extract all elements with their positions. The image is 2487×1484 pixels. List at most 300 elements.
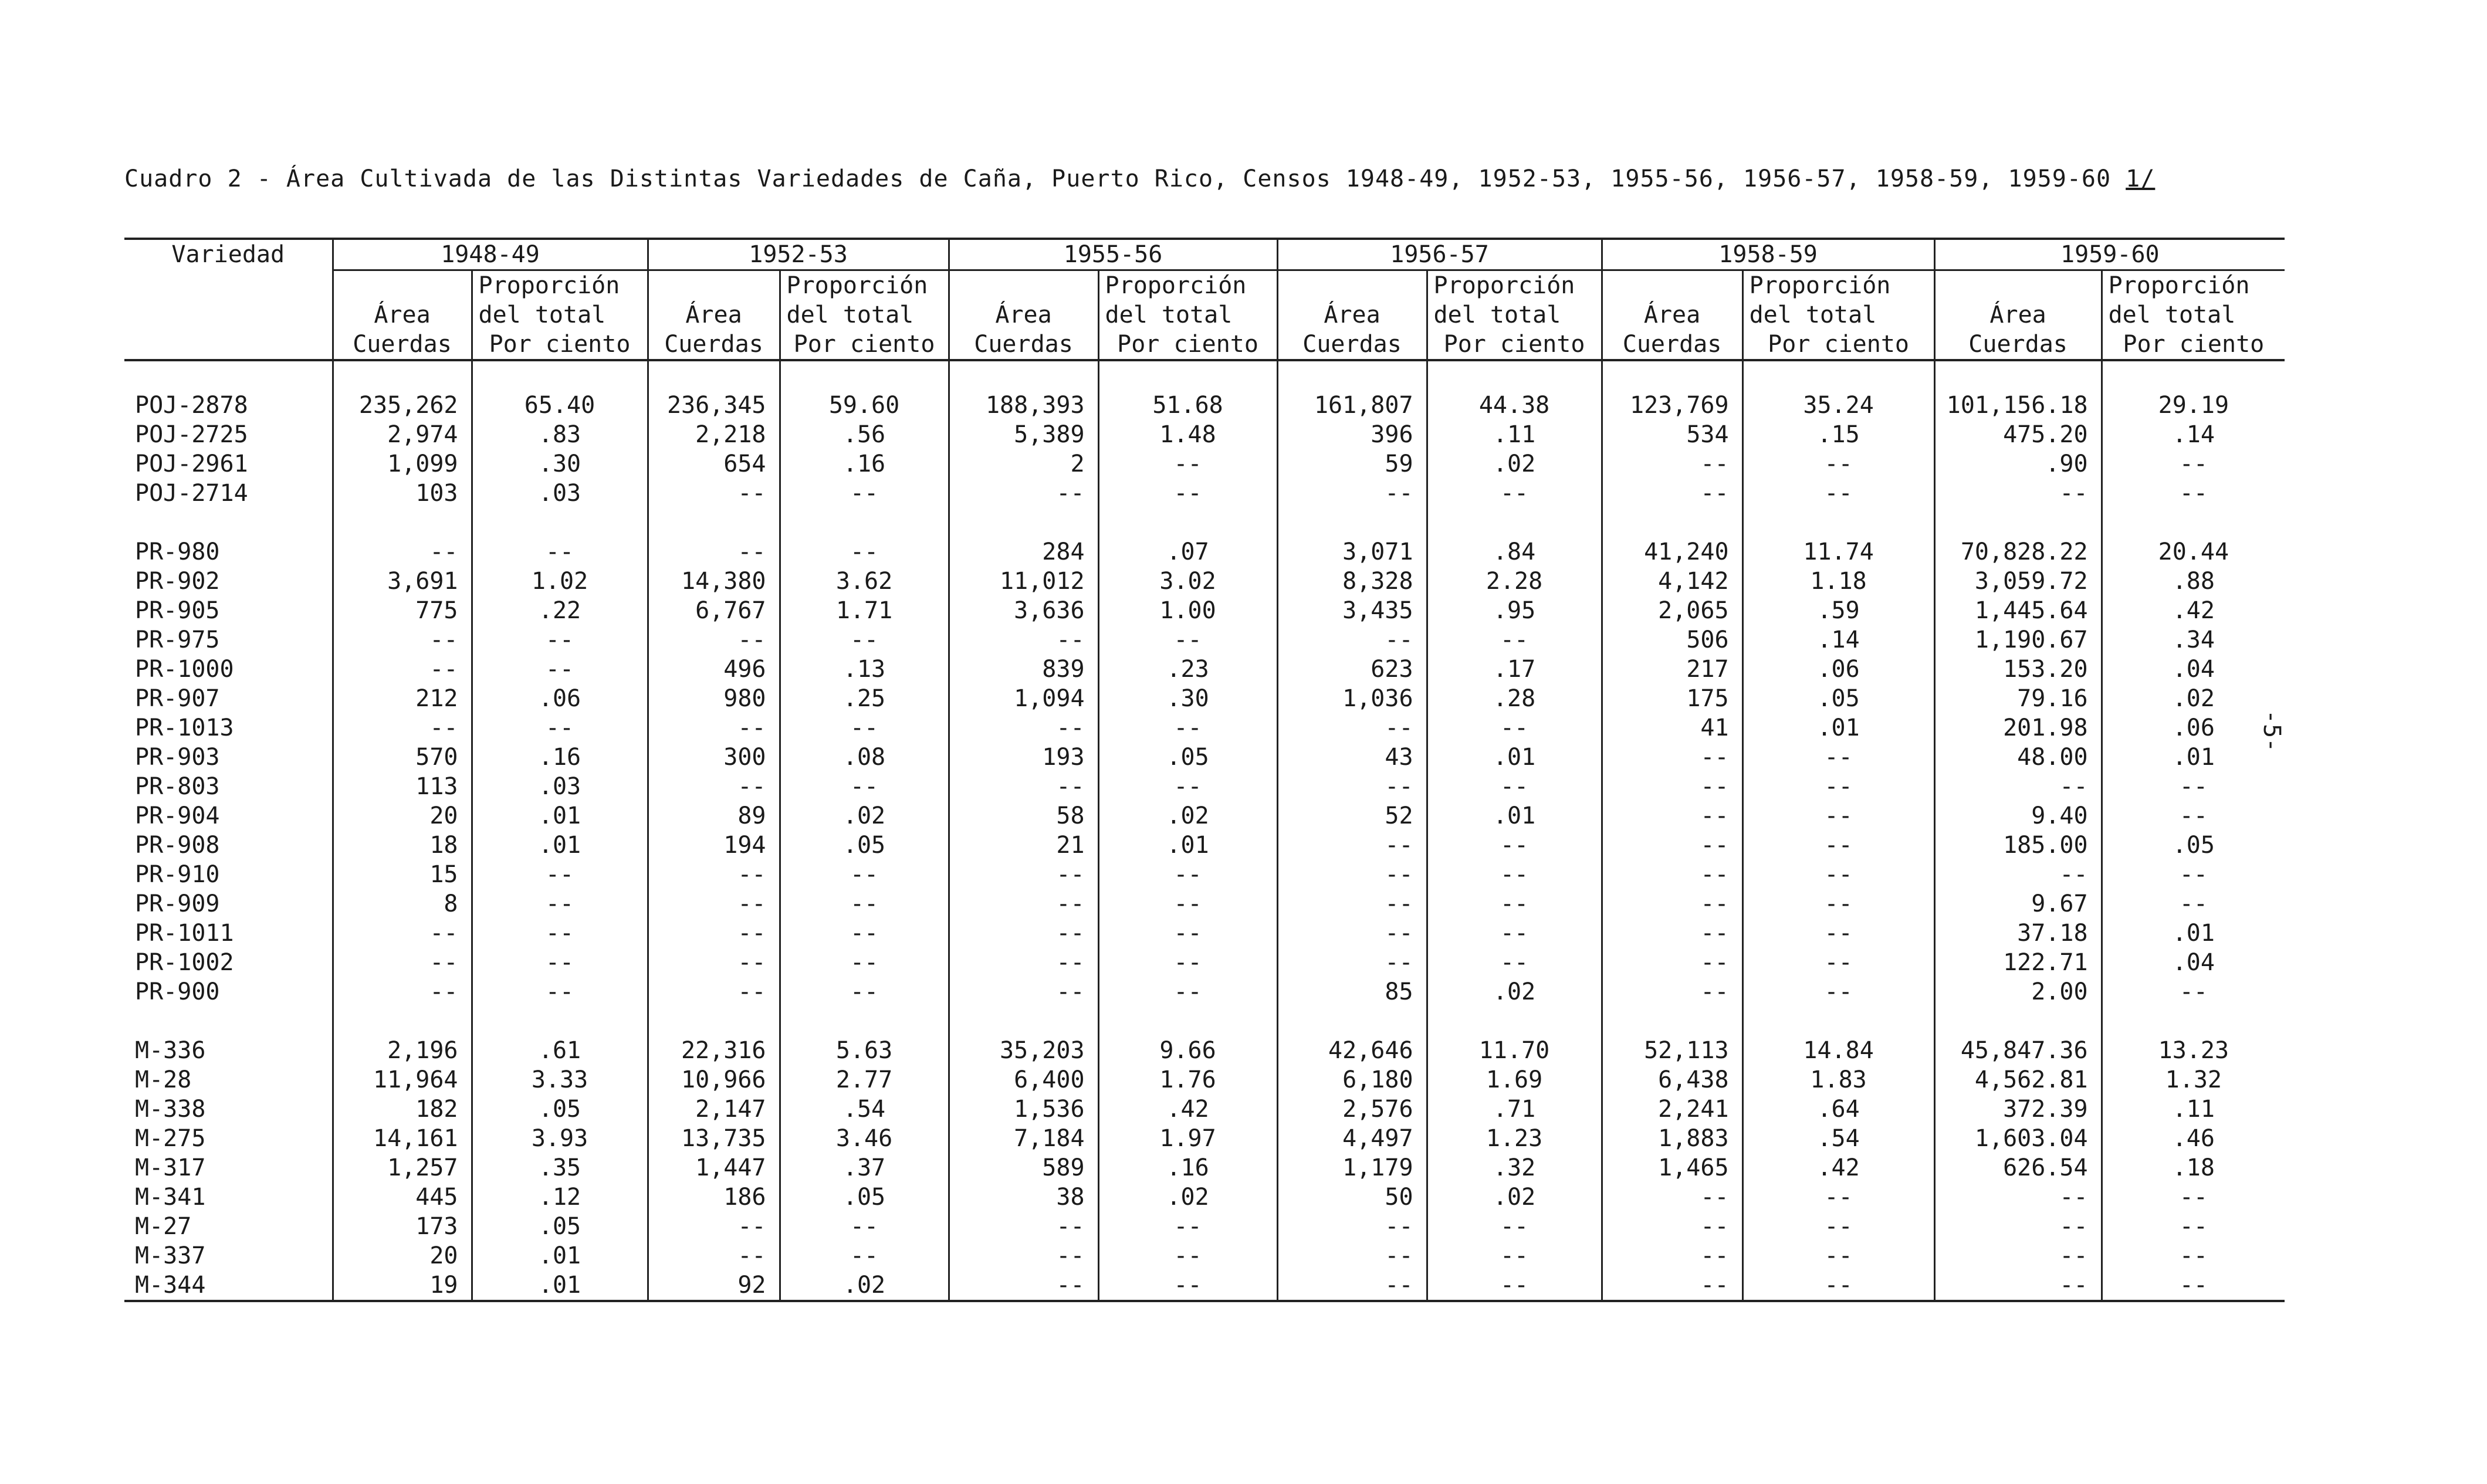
area-cell: -- [648, 713, 780, 743]
proportion-cell: -- [1742, 449, 1934, 479]
area-cell: 11,964 [333, 1065, 472, 1095]
proportion-cell: -- [2102, 479, 2285, 508]
proportion-cell: -- [472, 889, 648, 919]
area-cell: -- [1277, 625, 1427, 655]
spacer-cell [472, 360, 648, 391]
proportion-cell: .16 [1098, 1153, 1277, 1183]
spacer-cell [333, 508, 472, 537]
table-body [124, 360, 2285, 1301]
proportion-cell: -- [472, 625, 648, 655]
proportion-cell: 2.77 [780, 1065, 949, 1095]
proportion-cell: .18 [2102, 1153, 2285, 1183]
proportion-cell: -- [1742, 831, 1934, 860]
area-cell: 43 [1277, 743, 1427, 772]
proportion-cell: .06 [2102, 713, 2285, 743]
proportion-cell: 3.62 [780, 567, 949, 596]
area-cell: -- [1277, 772, 1427, 801]
proportion-cell: -- [1742, 1241, 1934, 1270]
area-cell: -- [648, 479, 780, 508]
spacer-cell [333, 1007, 472, 1036]
proportion-cell: -- [780, 919, 949, 948]
area-cell: -- [1602, 479, 1742, 508]
area-cell: -- [1934, 1183, 2102, 1212]
variety-cell: M-341 [135, 1184, 206, 1211]
proportion-header-line1: Proporción [478, 272, 620, 299]
area-cell: 3,071 [1277, 537, 1427, 567]
page-number: -5- [2258, 710, 2285, 753]
table-row [124, 1124, 2285, 1153]
proportion-cell: .12 [472, 1183, 648, 1212]
proportion-cell: 3.33 [472, 1065, 648, 1095]
proportion-cell: -- [472, 860, 648, 889]
proportion-cell: .15 [1742, 420, 1934, 449]
area-cell: 1,257 [333, 1153, 472, 1183]
proportion-cell: .25 [780, 684, 949, 713]
area-cell: 626.54 [1934, 1153, 2102, 1183]
area-cell: 1,536 [949, 1095, 1098, 1124]
proportion-cell: -- [780, 977, 949, 1007]
year-header: 1956-57 [1277, 239, 1602, 270]
proportion-cell: -- [1427, 919, 1602, 948]
proportion-cell: -- [1742, 948, 1934, 977]
proportion-cell: -- [1098, 948, 1277, 977]
proportion-header-line1: Proporción [2108, 272, 2250, 299]
table-row [124, 567, 2285, 596]
proportion-cell: .02 [2102, 684, 2285, 713]
area-unit-header: Cuerdas [1934, 330, 2102, 360]
proportion-cell: 1.76 [1098, 1065, 1277, 1095]
area-cell: -- [1277, 1241, 1427, 1270]
proportion-cell: -- [2102, 860, 2285, 889]
proportion-cell: -- [1098, 977, 1277, 1007]
proportion-cell: .14 [2102, 420, 2285, 449]
table-row [124, 1065, 2285, 1095]
spacer-cell [1934, 360, 2102, 391]
area-cell: 4,497 [1277, 1124, 1427, 1153]
proportion-cell: -- [1098, 1212, 1277, 1241]
table-row [124, 801, 2285, 831]
table-row [124, 537, 2285, 567]
variety-cell: M-317 [135, 1154, 206, 1181]
area-cell: 396 [1277, 420, 1427, 449]
proportion-cell: -- [2102, 449, 2285, 479]
area-cell: 372.39 [1934, 1095, 2102, 1124]
proportion-cell: -- [1427, 713, 1602, 743]
proportion-cell: -- [1098, 1241, 1277, 1270]
proportion-cell: .28 [1427, 684, 1602, 713]
area-cell: -- [1934, 860, 2102, 889]
area-cell: -- [648, 977, 780, 1007]
proportion-cell: -- [1427, 1212, 1602, 1241]
spacer-cell [1742, 360, 1934, 391]
spacer-cell [472, 1007, 648, 1036]
area-cell: 70,828.22 [1934, 537, 2102, 567]
area-cell: -- [1934, 479, 2102, 508]
area-cell: -- [333, 537, 472, 567]
variety-cell: PR-908 [135, 832, 220, 859]
proportion-cell: .03 [472, 479, 648, 508]
proportion-cell: .02 [780, 1270, 949, 1301]
proportion-cell: .84 [1427, 537, 1602, 567]
area-cell: -- [648, 1241, 780, 1270]
spacer-cell [1934, 508, 2102, 537]
proportion-cell: .14 [1742, 625, 1934, 655]
variety-cell: M-338 [135, 1096, 206, 1123]
area-cell: 14,380 [648, 567, 780, 596]
spacer-cell [1427, 360, 1602, 391]
area-cell: 11,012 [949, 567, 1098, 596]
area-cell: 22,316 [648, 1036, 780, 1065]
percent-unit-header: Por ciento [2102, 330, 2285, 360]
variety-cell: POJ-2714 [135, 480, 248, 507]
proportion-cell: -- [2102, 889, 2285, 919]
area-cell: 182 [333, 1095, 472, 1124]
area-cell: -- [949, 1241, 1098, 1270]
area-cell: 236,345 [648, 391, 780, 420]
proportion-cell: .01 [1742, 713, 1934, 743]
proportion-cell: -- [780, 860, 949, 889]
area-cell: 217 [1602, 655, 1742, 684]
proportion-cell: .11 [2102, 1095, 2285, 1124]
area-cell: 2,147 [648, 1095, 780, 1124]
area-cell: 235,262 [333, 391, 472, 420]
table-header [124, 239, 2285, 360]
variety-cell: PR-1013 [135, 714, 234, 741]
proportion-cell: .04 [2102, 655, 2285, 684]
proportion-cell: .05 [472, 1212, 648, 1241]
table-row [124, 625, 2285, 655]
percent-unit-header: Por ciento [1427, 330, 1602, 360]
area-cell: 21 [949, 831, 1098, 860]
percent-unit-header: Por ciento [780, 330, 949, 360]
table-row [124, 831, 2285, 860]
proportion-cell: 1.97 [1098, 1124, 1277, 1153]
area-cell: -- [1602, 977, 1742, 1007]
proportion-cell: -- [780, 625, 949, 655]
area-unit-header: Cuerdas [949, 330, 1098, 360]
proportion-cell: 1.83 [1742, 1065, 1934, 1095]
area-cell: 50 [1277, 1183, 1427, 1212]
proportion-header-line1: Proporción [1433, 272, 1575, 299]
variety-cell: PR-900 [135, 978, 220, 1005]
proportion-cell: 9.66 [1098, 1036, 1277, 1065]
footnote-reference: 1/ [2126, 165, 2156, 192]
area-cell: 212 [333, 684, 472, 713]
proportion-cell: -- [1427, 479, 1602, 508]
area-cell: 2 [949, 449, 1098, 479]
area-cell: -- [1602, 860, 1742, 889]
proportion-cell: .06 [472, 684, 648, 713]
proportion-cell: .03 [472, 772, 648, 801]
proportion-cell: .95 [1427, 596, 1602, 625]
area-cell: -- [949, 977, 1098, 1007]
area-cell: -- [1934, 1270, 2102, 1301]
proportion-cell: -- [472, 919, 648, 948]
proportion-cell: -- [1098, 772, 1277, 801]
area-cell: 37.18 [1934, 919, 2102, 948]
spacer-cell [949, 508, 1098, 537]
area-cell: -- [949, 1270, 1098, 1301]
proportion-cell: .32 [1427, 1153, 1602, 1183]
proportion-cell: -- [472, 948, 648, 977]
proportion-cell: -- [2102, 772, 2285, 801]
area-cell: -- [1602, 948, 1742, 977]
table-row [124, 713, 2285, 743]
area-cell: 4,142 [1602, 567, 1742, 596]
proportion-cell: .42 [1098, 1095, 1277, 1124]
area-cell: -- [333, 919, 472, 948]
spacer-cell [1602, 1007, 1742, 1036]
area-cell: -- [333, 655, 472, 684]
variety-cell: PR-903 [135, 744, 220, 771]
area-cell: 570 [333, 743, 472, 772]
proportion-cell: 44.38 [1427, 391, 1602, 420]
proportion-cell: 1.32 [2102, 1065, 2285, 1095]
proportion-cell: -- [2102, 1183, 2285, 1212]
variety-cell: M-344 [124, 1270, 333, 1301]
table-row [124, 1241, 2285, 1270]
proportion-cell: .30 [1098, 684, 1277, 713]
proportion-cell: .02 [1098, 801, 1277, 831]
proportion-header [1098, 270, 1277, 330]
area-header: Área [333, 270, 472, 330]
area-cell: 20 [333, 801, 472, 831]
area-cell: -- [1277, 948, 1427, 977]
variety-cell: PR-1011 [135, 920, 234, 947]
proportion-cell: .22 [472, 596, 648, 625]
proportion-cell: .01 [472, 831, 648, 860]
area-cell: 6,438 [1602, 1065, 1742, 1095]
area-cell: -- [1602, 1183, 1742, 1212]
proportion-cell: -- [1742, 479, 1934, 508]
proportion-cell: -- [1427, 860, 1602, 889]
proportion-cell: 65.40 [472, 391, 648, 420]
area-cell: -- [333, 713, 472, 743]
proportion-cell: .07 [1098, 537, 1277, 567]
area-cell: 52,113 [1602, 1036, 1742, 1065]
proportion-cell: -- [1427, 1241, 1602, 1270]
spacer-cell [333, 360, 472, 391]
spacer-cell [2102, 360, 2285, 391]
area-cell: 35,203 [949, 1036, 1098, 1065]
table-row [124, 596, 2285, 625]
area-cell: -- [1934, 1241, 2102, 1270]
area-cell: -- [1602, 831, 1742, 860]
proportion-cell: .46 [2102, 1124, 2285, 1153]
area-cell: -- [949, 1212, 1098, 1241]
area-cell: 6,400 [949, 1065, 1098, 1095]
area-cell: .90 [1934, 449, 2102, 479]
proportion-cell: .17 [1427, 655, 1602, 684]
area-cell: -- [333, 948, 472, 977]
spacer-cell [1277, 508, 1427, 537]
area-cell: 153.20 [1934, 655, 2102, 684]
proportion-cell: -- [2102, 1270, 2285, 1301]
area-cell: 194 [648, 831, 780, 860]
area-cell: 38 [949, 1183, 1098, 1212]
area-cell: 2,196 [333, 1036, 472, 1065]
proportion-cell: -- [1427, 1270, 1602, 1301]
variety-unit-blank [124, 330, 333, 360]
area-cell: 9.40 [1934, 801, 2102, 831]
proportion-header [472, 270, 648, 330]
table-row [124, 420, 2285, 449]
area-cell: -- [1602, 1212, 1742, 1241]
proportion-cell: .02 [1098, 1183, 1277, 1212]
area-cell: 300 [648, 743, 780, 772]
table-row [124, 1036, 2285, 1065]
proportion-cell: .34 [2102, 625, 2285, 655]
area-cell: 980 [648, 684, 780, 713]
area-cell: 445 [333, 1183, 472, 1212]
area-cell: 52 [1277, 801, 1427, 831]
area-cell: 839 [949, 655, 1098, 684]
proportion-cell: 1.00 [1098, 596, 1277, 625]
proportion-cell: -- [780, 713, 949, 743]
area-cell: 589 [949, 1153, 1098, 1183]
spacer-cell [949, 360, 1098, 391]
table-row [124, 1153, 2285, 1183]
variety-cell: PR-909 [135, 890, 220, 917]
proportion-cell: -- [1742, 1212, 1934, 1241]
area-cell: 2.00 [1934, 977, 2102, 1007]
proportion-cell: .02 [1427, 449, 1602, 479]
proportion-cell: -- [1427, 772, 1602, 801]
proportion-cell: .30 [472, 449, 648, 479]
proportion-header-line2: del total [2108, 301, 2236, 328]
area-cell: 193 [949, 743, 1098, 772]
area-cell: -- [1277, 479, 1427, 508]
area-cell: 58 [949, 801, 1098, 831]
area-cell: -- [1602, 889, 1742, 919]
area-cell: -- [1602, 449, 1742, 479]
proportion-cell: -- [1742, 977, 1934, 1007]
area-cell: 2,576 [1277, 1095, 1427, 1124]
spacer-cell [1602, 508, 1742, 537]
variety-cell: PR-904 [135, 802, 220, 829]
proportion-header-line2: del total [786, 301, 914, 328]
area-unit-header: Cuerdas [1277, 330, 1427, 360]
area-cell: 89 [648, 801, 780, 831]
spacer-cell [1098, 360, 1277, 391]
proportion-cell: -- [780, 772, 949, 801]
proportion-cell: .56 [780, 420, 949, 449]
proportion-cell: 20.44 [2102, 537, 2285, 567]
area-cell: 9.67 [1934, 889, 2102, 919]
table-row [124, 449, 2285, 479]
area-cell: 85 [1277, 977, 1427, 1007]
proportion-cell: .05 [1742, 684, 1934, 713]
area-unit-header: Cuerdas [333, 330, 472, 360]
proportion-cell: .05 [2102, 831, 2285, 860]
proportion-cell: .02 [780, 801, 949, 831]
area-cell: 201.98 [1934, 713, 2102, 743]
table-row [124, 860, 2285, 889]
area-header: Área [1602, 270, 1742, 330]
area-cell: 496 [648, 655, 780, 684]
area-cell: 18 [333, 831, 472, 860]
spacer-cell [472, 508, 648, 537]
area-cell: -- [1602, 1270, 1742, 1301]
proportion-cell: 35.24 [1742, 391, 1934, 420]
area-cell: 1,094 [949, 684, 1098, 713]
area-cell: 623 [1277, 655, 1427, 684]
area-cell: 173 [333, 1212, 472, 1241]
proportion-header [780, 270, 949, 330]
area-cell: -- [1602, 743, 1742, 772]
area-cell: -- [648, 889, 780, 919]
area-header: Área [949, 270, 1098, 330]
area-cell: 14,161 [333, 1124, 472, 1153]
proportion-cell: .71 [1427, 1095, 1602, 1124]
proportion-cell: -- [1098, 449, 1277, 479]
proportion-cell: -- [1098, 479, 1277, 508]
area-cell: 15 [333, 860, 472, 889]
area-cell: 113 [333, 772, 472, 801]
table-row [124, 743, 2285, 772]
area-cell: -- [949, 772, 1098, 801]
table-row [124, 391, 2285, 420]
percent-unit-header: Por ciento [472, 330, 648, 360]
area-cell: 1,099 [333, 449, 472, 479]
area-cell: -- [949, 625, 1098, 655]
proportion-cell: -- [780, 889, 949, 919]
area-cell: -- [648, 919, 780, 948]
table-row [124, 889, 2285, 919]
variety-column-header: Variedad [124, 239, 333, 330]
variety-cell: PR-1000 [135, 656, 234, 683]
table-row [124, 479, 2285, 508]
proportion-cell: .01 [1098, 831, 1277, 860]
area-cell: -- [1277, 919, 1427, 948]
variety-cell: M-337 [135, 1242, 206, 1269]
area-cell: -- [1277, 889, 1427, 919]
proportion-header-line2: del total [1105, 301, 1233, 328]
spacer-cell [1742, 508, 1934, 537]
spacer-cell [124, 360, 333, 391]
area-cell: 6,767 [648, 596, 780, 625]
area-cell: -- [949, 479, 1098, 508]
area-cell: 175 [1602, 684, 1742, 713]
area-cell: 2,974 [333, 420, 472, 449]
area-cell: 188,393 [949, 391, 1098, 420]
area-cell: 186 [648, 1183, 780, 1212]
spacer-cell [780, 508, 949, 537]
proportion-cell: .88 [2102, 567, 2285, 596]
proportion-cell: 13.23 [2102, 1036, 2285, 1065]
area-header: Área [1277, 270, 1427, 330]
table-row [124, 977, 2285, 1007]
proportion-cell: -- [472, 655, 648, 684]
table-caption [124, 165, 2155, 192]
group-spacer-row [124, 508, 2285, 537]
area-cell: 41,240 [1602, 537, 1742, 567]
header-measure-row [124, 270, 2285, 330]
proportion-cell: -- [780, 537, 949, 567]
proportion-cell: 1.71 [780, 596, 949, 625]
spacer-cell [2102, 1007, 2285, 1036]
proportion-cell: .05 [472, 1095, 648, 1124]
proportion-cell: .54 [1742, 1124, 1934, 1153]
area-cell: -- [648, 948, 780, 977]
header-years-row [124, 239, 2285, 270]
proportion-cell: .01 [472, 1270, 648, 1301]
proportion-cell: 1.02 [472, 567, 648, 596]
proportion-cell: -- [1098, 860, 1277, 889]
proportion-cell: .01 [472, 801, 648, 831]
proportion-header [2102, 270, 2285, 330]
proportion-cell: -- [2102, 801, 2285, 831]
